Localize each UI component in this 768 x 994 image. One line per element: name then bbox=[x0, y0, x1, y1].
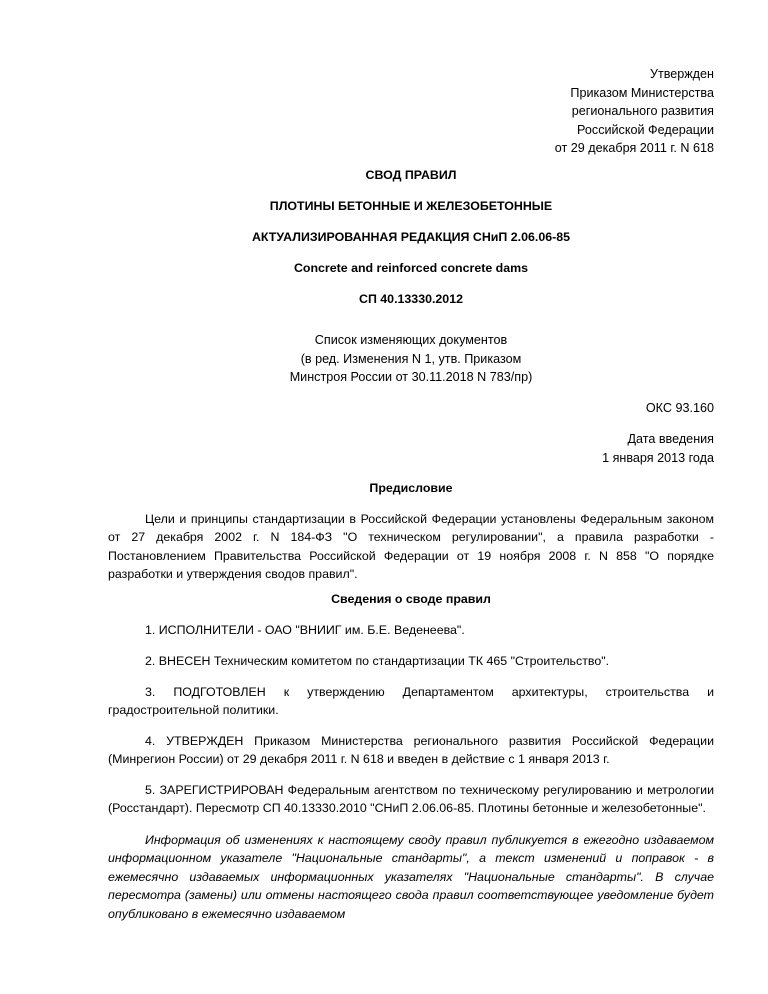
date-label: Дата введения bbox=[627, 432, 714, 446]
info-item-5: 5. ЗАРЕГИСТРИРОВАН Федеральным агентством по техническому регулированию и метрологии (Росстандарт). Пересмотр СП 40.13330.2010 "СНиП 2.06.06-85. Плотины бетонные и железобетонные". bbox=[108, 783, 714, 816]
heading-code: СП 40.13330.2012 bbox=[359, 292, 463, 306]
changes-line: Список изменяющих документов bbox=[314, 333, 508, 347]
heading-title: ПЛОТИНЫ БЕТОННЫЕ И ЖЕЛЕЗОБЕТОННЫЕ bbox=[269, 199, 553, 213]
info-item-4: 4. УТВЕРЖДЕН Приказом Министерства регионального развития Российской Федерации (Минрегион России) от 29 декабря 2011 г. N 618 и введен в действие с 1 января 2013 г. bbox=[108, 734, 714, 767]
heading-svod: СВОД ПРАВИЛ bbox=[365, 168, 457, 182]
changes-line: (в ред. Изменения N 1, утв. Приказом bbox=[300, 351, 522, 366]
approval-line: регионального развития bbox=[571, 104, 714, 118]
info-item-2: 2. ВНЕСЕН Техническим комитетом по стандартизации ТК 465 "Строительство". bbox=[145, 654, 610, 668]
date-value: 1 января 2013 года bbox=[602, 450, 714, 465]
document-page bbox=[108, 0, 714, 994]
heading-english: Concrete and reinforced concrete dams bbox=[293, 261, 529, 275]
foreword-text: Цели и принципы стандартизации в Российской Федерации установлены Федеральным законом от 27 декабря 2002 г. N 184-ФЗ "О техническом регулировании", а правила разработки - Постановлением Правительства Российской Федерации от 19 ноября 2008 г. N 858 "О порядке разработки и утверждения сводов правил". bbox=[108, 512, 714, 582]
info-item-3: 3. ПОДГОТОВЛЕН к утверждению Департаментом архитектуры, строительства и градостроительной политики. bbox=[108, 685, 714, 718]
foreword-heading: Предисловие bbox=[369, 481, 453, 495]
approval-block bbox=[555, 65, 714, 158]
info-item-1: 1. ИСПОЛНИТЕЛИ - ОАО "ВНИИГ им. Б.Е. Веденеева". bbox=[145, 623, 465, 637]
date-block bbox=[602, 430, 714, 467]
approval-line: Российской Федерации bbox=[577, 122, 714, 137]
heading-actual: АКТУАЛИЗИРОВАННАЯ РЕДАКЦИЯ СНиП 2.06.06-85 bbox=[251, 230, 571, 244]
changes-block bbox=[108, 331, 714, 387]
changes-line: Минстроя России от 30.11.2018 N 783/пр) bbox=[289, 370, 533, 384]
info-heading: Сведения о своде правил bbox=[331, 592, 491, 606]
approval-line: Утвержден bbox=[649, 67, 714, 81]
info-note: Информация об изменениях к настоящему своду правил публикуется в ежегодно издаваемом информационном указателе "Национальные стандарты", а текст изменений и поправок - в ежемесячно издаваемых информационных указателях "Национальные стандарты". В случае пересмотра (замены) или отмены настоящего свода правил соответствующее уведомление будет опубликовано в ежемесячно издаваемом bbox=[108, 833, 714, 921]
oks-code: ОКС 93.160 bbox=[645, 401, 714, 415]
approval-line: Приказом Министерства bbox=[570, 85, 714, 100]
approval-line: от 29 декабря 2011 г. N 618 bbox=[554, 141, 714, 155]
